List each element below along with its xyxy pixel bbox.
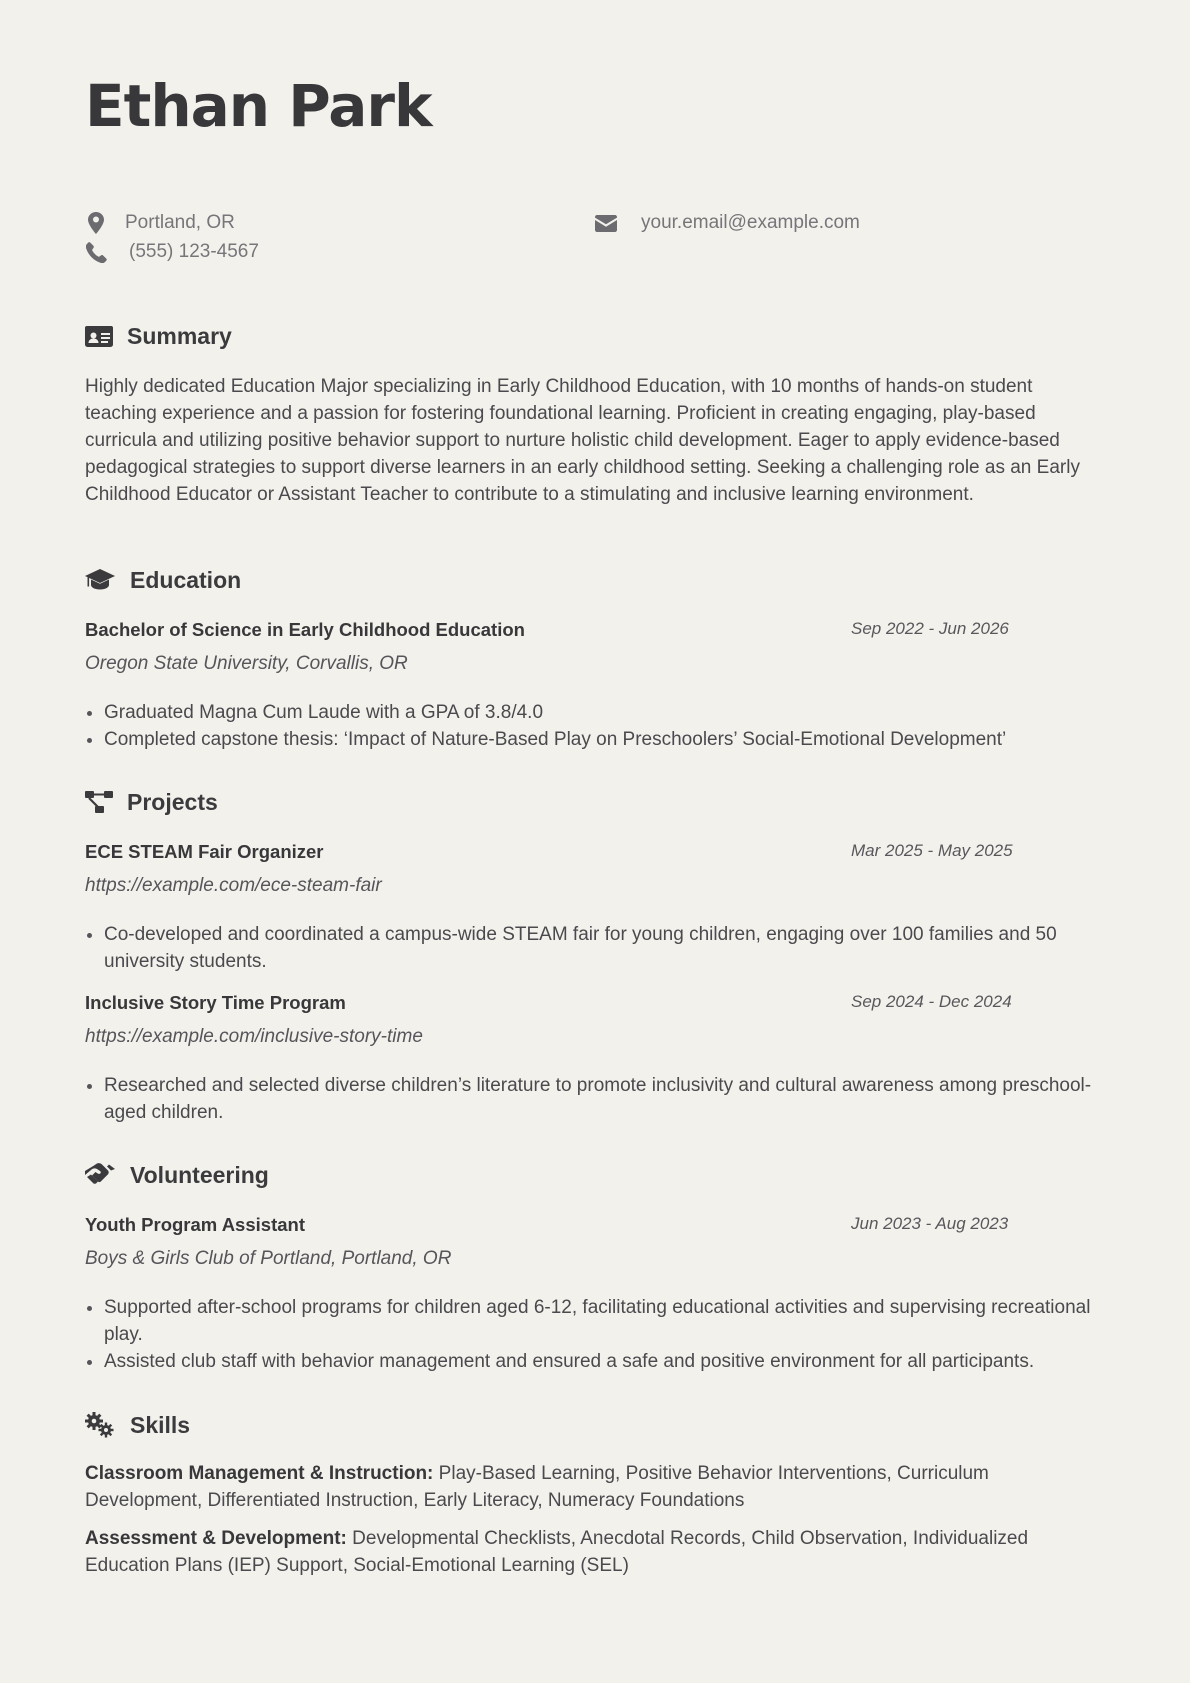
map-marker-icon: [85, 212, 107, 234]
list-item: Graduated Magna Cum Laude with a GPA of 3.8/4.0: [85, 699, 1105, 726]
list-item: Assisted club staff with behavior management and ensured a safe and positive environment for all participants.: [85, 1348, 1105, 1375]
education-heading: [85, 565, 241, 595]
volunteer-org: Boys & Girls Club of Portland, Portland, OR: [85, 1248, 452, 1269]
summary-text: Highly dedicated Education Major specializing in Early Childhood Education, with 10 months of hands-on student teaching experience and a passion for fostering foundational learning. Proficient in creating engaging, play-based curricula and utilizing positive behavior support to nurture holistic child development. Eager to apply evidence-based pedagogical strategies to support diverse learners in an early childhood setting. Seeking a challenging role as an Early Childhood Educator or Assistant Teacher to contribute to a stimulating and inclusive learning environment.: [85, 376, 1080, 505]
projects-heading: [85, 787, 218, 817]
volunteering-title: Volunteering: [130, 1161, 269, 1188]
candidate-name: Ethan Park: [85, 72, 432, 140]
education-bullets: [85, 699, 1105, 753]
project-bullets: [85, 1072, 1105, 1126]
skills-heading: [85, 1410, 190, 1440]
phone-icon: [85, 241, 107, 263]
handshake-icon: [85, 1160, 118, 1190]
project-diagram-icon: [85, 787, 115, 817]
education-title: Education: [130, 566, 242, 593]
project-name: Inclusive Story Time Program: [85, 992, 346, 1013]
location-text: Portland, OR: [125, 212, 235, 233]
contact-email: [595, 210, 860, 236]
skill-group-label: Assessment & Development:: [85, 1528, 347, 1549]
projects-title: Projects: [127, 788, 218, 815]
list-item: Completed capstone thesis: ‘Impact of Nature-Based Play on Preschoolers’ Social-Emotional Development’: [85, 726, 1105, 753]
education-degree: Bachelor of Science in Early Childhood Education: [85, 619, 525, 640]
education-school: Oregon State University, Corvallis, OR: [85, 653, 408, 674]
list-item: Supported after-school programs for children aged 6-12, facilitating educational activities and supervising recreational play.: [85, 1294, 1105, 1348]
contact-location: [85, 210, 235, 236]
project-dates: Sep 2024 - Dec 2024: [851, 992, 1012, 1011]
summary-heading: [85, 321, 232, 351]
graduation-cap-icon: [85, 565, 118, 595]
list-item: Co-developed and coordinated a campus-wide STEAM fair for young children, engaging over 100 families and 50 university students.: [85, 921, 1105, 975]
volunteer-bullets: [85, 1294, 1105, 1375]
envelope-icon: [595, 212, 617, 234]
project-url[interactable]: https://example.com/ece-steam-fair: [85, 875, 382, 896]
skills-title: Skills: [130, 1411, 191, 1438]
resume-page: [85, 0, 1105, 1683]
contact-phone: [85, 239, 259, 265]
volunteering-heading: [85, 1160, 269, 1190]
id-card-icon: [85, 321, 115, 351]
email-text[interactable]: your.email@example.com: [641, 212, 860, 233]
project-dates: Mar 2025 - May 2025: [851, 841, 1013, 860]
project-bullets: [85, 921, 1105, 975]
skill-group-items: Developmental Checklists, Anecdotal Records, Child Observation, Individualized Education Plans (IEP) Support, Social-Emotional Learning (SEL): [85, 1528, 1029, 1576]
cogs-icon: [85, 1410, 118, 1440]
project-url[interactable]: https://example.com/inclusive-story-time: [85, 1026, 423, 1047]
volunteer-role: Youth Program Assistant: [85, 1214, 305, 1235]
phone-text: (555) 123-4567: [129, 241, 259, 262]
list-item: Researched and selected diverse children’s literature to promote inclusivity and cultural awareness among preschool-aged children.: [85, 1072, 1105, 1126]
skill-group-label: Classroom Management & Instruction:: [85, 1463, 434, 1484]
education-dates: Sep 2022 - Jun 2026: [851, 619, 1009, 638]
skill-group: [85, 1460, 1105, 1514]
skill-group-items: Play-Based Learning, Positive Behavior Interventions, Curriculum Development, Differentiated Instruction, Early Literacy, Numeracy Foundations: [85, 1463, 989, 1511]
summary-title: Summary: [127, 322, 232, 349]
volunteer-dates: Jun 2023 - Aug 2023: [851, 1214, 1009, 1233]
project-name: ECE STEAM Fair Organizer: [85, 841, 324, 862]
skill-group: [85, 1525, 1105, 1579]
